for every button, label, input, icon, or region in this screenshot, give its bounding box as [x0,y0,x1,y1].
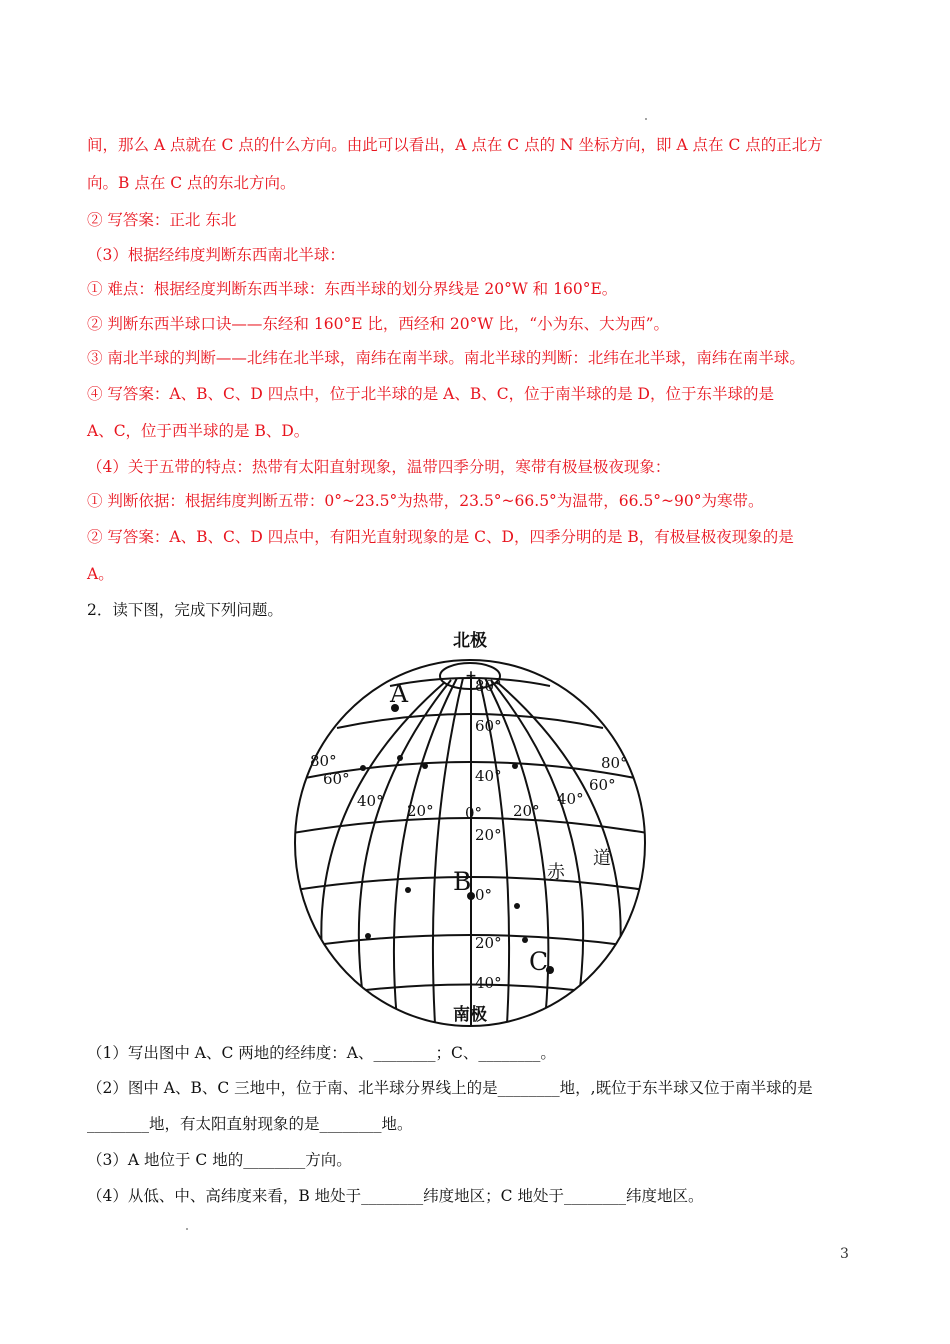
answer-line: （4）关于五带的特点：热带有太阳直射现象，温带四季分明，寒带有极昼极夜现象： [87,458,671,476]
lat-80-label: 80° [475,677,502,695]
sub-question: （3）A 地位于 C 地的________方向。 [87,1151,352,1169]
lon-60w-label: 60° [323,770,350,788]
north-pole-label: 北极 [453,631,487,651]
answer-line: ① 判断依据：根据纬度判断五带：0°~23.5°为热带，23.5°~66.5°为温带，66.5°~90°为寒带。 [87,492,764,510]
sub-question: （1）写出图中 A、C 两地的经纬度：A、________；C、________。 [87,1044,556,1062]
lon-20w-label: 20° [407,802,434,820]
answer-line: ② 写答案：正北 东北 [87,211,237,229]
lat-20s-label: 20° [475,934,502,952]
answer-line: A、C，位于西半球的是 B、D。 [87,422,310,440]
lat-20n-label: 20° [475,826,502,844]
point-b-label: B [453,867,472,896]
globe-figure [285,628,655,1028]
answer-line: ② 写答案：A、B、C、D 四点中，有阳光直射现象的是 C、D，四季分明的是 B，有极昼极夜现象的是 [87,528,794,546]
answer-line: 向。B 点在 C 点的东北方向。 [87,174,296,192]
lon-80w-label: 80° [310,752,337,770]
lat-40s-label: 40° [475,974,502,992]
lon-40e-label: 40° [557,790,584,808]
meridian-w40 [394,678,457,1020]
lat-40n-label: 40° [475,767,502,785]
south-pole-label: 南极 [453,1005,487,1025]
answer-line: ④ 写答案：A、B、C、D 四点中，位于北半球的是 A、B、C，位于南半球的是 D，位于东半球的是 [87,385,774,403]
page-number: 3 [840,1246,849,1262]
lon-40w-label: 40° [357,792,384,810]
answer-line: ① 难点：根据经度判断东西半球：东西半球的划分界线是 20°W 和 160°E。 [87,280,618,298]
lat-0-label: 0° [475,886,493,904]
sub-question: （2）图中 A、B、C 三地中，位于南、北半球分界线上的是________地，,既位于东半球又位于南半球的是 [87,1079,813,1097]
sub-question: ________地，有太阳直射现象的是________地。 [87,1115,413,1133]
answer-line: ③ 南北半球的判断——北纬在北半球，南纬在南半球。南北半球的判断：北纬在北半球，南纬在南半球。 [87,349,805,367]
answer-line: ② 判断东西半球口诀——东经和 160°E 比，西经和 20°W 比，“小为东、大为西”。 [87,315,670,333]
question-title: 2．读下图，完成下列问题。 [87,601,283,619]
lat-60-label: 60° [475,717,502,735]
answer-line: （3）根据经纬度判断东西南北半球： [87,246,345,264]
lon-0-label: 0° [465,804,483,822]
lon-20e-label: 20° [513,802,540,820]
answer-line: 间，那么 A 点就在 C 点的什么方向。由此可以看出，A 点在 C 点的 N 坐标方向，即 A 点在 C 点的正北方 [87,136,823,154]
lon-60e-label: 60° [589,776,616,794]
point-a-label: A [390,679,409,708]
scan-speck [186,1228,188,1230]
equator-label-1: 赤 [547,862,565,883]
point-c-label: C [529,947,549,976]
equator-label-2: 道 [593,848,611,869]
answer-line: A。 [87,565,114,583]
lon-80e-label: 80° [601,754,628,772]
sub-question: （4）从低、中、高纬度来看，B 地处于________纬度地区；C 地处于________纬度地区。 [87,1187,704,1205]
pole-mark: + [465,668,477,684]
scan-speck [645,118,647,120]
meridian-w20 [433,678,463,1024]
